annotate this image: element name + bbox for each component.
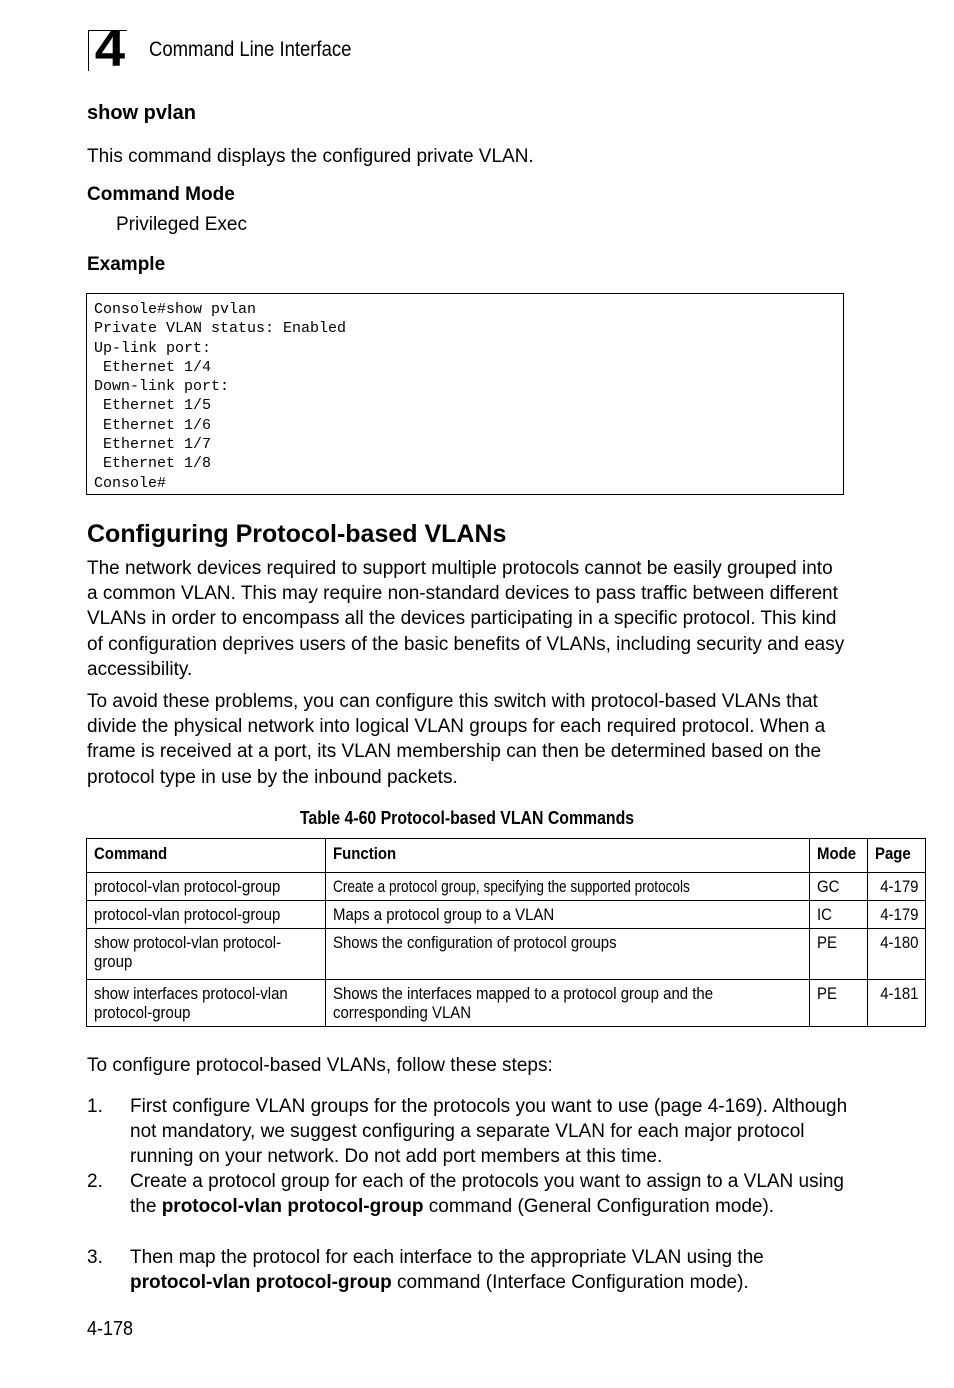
cell-page: 4-180 — [868, 929, 925, 980]
section-paragraph-2: To avoid these problems, you can configure this switch with protocol-based VLANs that divide the physical network into logical VLAN groups for each required protocol. When a frame is received at a port, its VLAN membership can then be determined based on the protocol type in use by the inbound packets. — [87, 691, 826, 788]
header-title: Command Line Interface — [149, 38, 352, 61]
command-mode-value: Privileged Exec — [116, 214, 247, 235]
command-heading: show pvlan — [87, 102, 196, 124]
commands-table — [86, 838, 926, 1027]
cell-command: protocol-vlan protocol-group — [87, 873, 326, 901]
steps-intro: To configure protocol-based VLANs, follow these steps: — [87, 1055, 553, 1076]
table-header-row — [87, 839, 926, 873]
cell-mode: PE — [810, 929, 868, 980]
code-line: Ethernet 1/7 — [94, 436, 212, 454]
table-caption: Table 4-60 Protocol-based VLAN Commands — [299, 808, 635, 828]
section-title: Configuring Protocol-based VLANs — [87, 520, 507, 548]
code-line: Ethernet 1/6 — [94, 416, 212, 434]
cell-function: Maps a protocol group to a VLAN — [326, 901, 810, 929]
step-number: 1. — [87, 1096, 103, 1117]
step-number: 2. — [87, 1171, 103, 1192]
cell-function: Shows the interfaces mapped to a protocol group and the corresponding VLAN — [326, 980, 810, 1027]
table-row — [87, 980, 926, 1027]
code-line: Console#show pvlan — [94, 301, 257, 318]
step-text: Then map the protocol for each interface to the appropriate VLAN using the protocol-vlan protocol-group command (Interface Configuration mode). — [130, 1247, 764, 1294]
column-header: Function — [326, 839, 810, 873]
command-description: This command displays the configured private VLAN. — [87, 146, 534, 167]
step-text: First configure VLAN groups for the protocols you want to use (page 4-169). Although not mandatory, we suggest configuring a separate VLAN for each major protocol running on your network. Do not add port members at this time. — [130, 1096, 848, 1168]
cell-page: 4-181 — [868, 980, 925, 1027]
command-reference: protocol-vlan protocol-group — [161, 1196, 424, 1218]
code-line: Ethernet 1/4 — [94, 358, 212, 376]
command-mode-heading: Command Mode — [87, 184, 235, 205]
code-line: Down-link port: — [94, 378, 230, 396]
cell-function: Create a protocol group, specifying the supported protocols — [326, 873, 810, 901]
table-row — [87, 901, 926, 929]
cell-command: show protocol-vlan protocol-group — [87, 929, 326, 980]
command-reference: protocol-vlan protocol-group — [130, 1272, 392, 1294]
cell-page: 4-179 — [868, 901, 925, 929]
cell-mode: GC — [810, 873, 868, 901]
cell-function: Shows the configuration of protocol groups — [326, 929, 810, 980]
table-row — [87, 929, 926, 980]
table-row — [87, 873, 926, 901]
column-header: Command — [87, 839, 326, 873]
code-line: Ethernet 1/5 — [94, 397, 212, 415]
code-line: Ethernet 1/8 — [94, 455, 212, 473]
chapter-number: 4 — [94, 20, 126, 78]
cell-page: 4-179 — [868, 873, 925, 901]
cell-command: protocol-vlan protocol-group — [87, 901, 326, 929]
example-heading: Example — [87, 254, 166, 275]
cell-mode: IC — [810, 901, 868, 929]
code-line: Private VLAN status: Enabled — [94, 320, 347, 338]
column-header: Mode — [810, 839, 868, 873]
example-code-block — [86, 293, 844, 495]
code-line: Console# — [94, 474, 167, 492]
column-header: Page — [868, 839, 925, 873]
code-line: Up-link port: — [94, 339, 212, 357]
page-number: 4-178 — [87, 1318, 134, 1340]
cell-command: show interfaces protocol-vlan protocol-group — [87, 980, 326, 1027]
step-text: Create a protocol group for each of the protocols you want to assign to a VLAN using the protocol-vlan protocol-group command (General Configuration mode). — [130, 1171, 844, 1218]
step-number: 3. — [87, 1247, 103, 1268]
cell-mode: PE — [810, 980, 868, 1027]
section-paragraph-1: The network devices required to support multiple protocols cannot be easily grouped into a common VLAN. This may require non-standard devices to pass traffic between different VLANs in order to encompass all the devices participating in a specific protocol. This kind of configuration deprives users of the basic benefits of VLANs, including security and easy accessibility. — [87, 558, 845, 680]
